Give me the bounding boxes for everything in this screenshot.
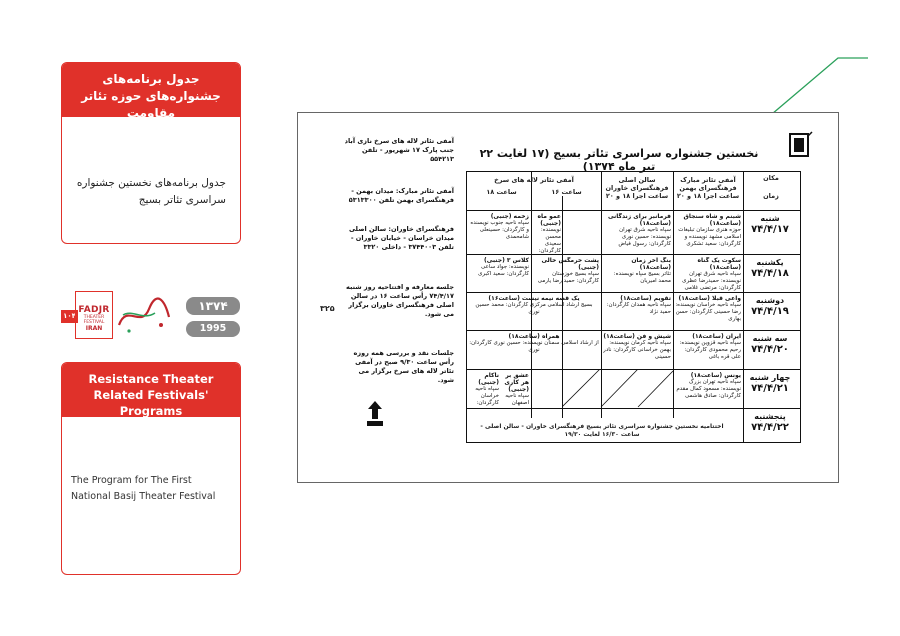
row-divider <box>467 254 800 255</box>
year-fa-pill: ۱۳۷۴ <box>186 297 240 315</box>
page-badge: ۱۰۴ <box>61 310 78 323</box>
cell <box>675 295 741 329</box>
cell-title: پشت خرمگس خالی (جنبی) <box>541 257 599 271</box>
day-name: یکشنبه <box>756 258 784 267</box>
cell-body: سپاه ناحیه تهران بزرگ نویسنده: مسعود کمال مقدم کارگردان: صادق هاشمی <box>676 379 741 399</box>
closing-ceremony: اختتامیه نخستین جشنواره سراسری تئاتر بسیج فرهنگسرای خاوران - سالن اصلی - ساعت ۱۶/۳۰ لغایت ۱۹/۳۰ <box>480 423 724 438</box>
cell-body: سپاه ناحیه همدان کارگردان: حمید نژاد <box>606 302 671 315</box>
cell-title: فرمانبر برای زندگانی (ساعت۱۸) <box>607 213 671 227</box>
cell <box>501 372 529 407</box>
venue-khavaran <box>603 176 671 200</box>
cell-title: همراه (ساعت۱۸) <box>508 333 560 340</box>
calligraphy-icon <box>115 295 173 335</box>
cell <box>469 333 599 368</box>
day-name: چهار شنبه <box>749 373 791 382</box>
day-thu <box>742 412 798 434</box>
logo-name: FADJR <box>78 305 110 315</box>
cell-body: سپاه ناحیه خراسان نویسنده: رضا حسینی کارگردان: حسن بهاری <box>675 302 741 322</box>
cell-title: بنگ آخر زمان (ساعت۱۸) <box>631 257 671 271</box>
cell-body: سپاه ناحیه اصفهان <box>505 393 529 406</box>
cell <box>469 257 529 291</box>
empty-cell-hatching <box>562 369 674 408</box>
cell <box>469 213 529 253</box>
day-name: پنجشنبه <box>754 412 786 421</box>
cell <box>469 295 599 329</box>
cell-body: سپاه ناحیه جنوب نویسنده و کارگردان: حسینعلی شامحمدی <box>470 220 529 240</box>
logo-country: IRAN <box>85 325 103 332</box>
day-date: ۷۴/۴/۱۷ <box>751 224 789 235</box>
event-note: جلسات نقد و بررسی همه روزه رأس ساعت ۹/۳۰ صبح در آمفی تئاتر لاله های سرخ برگزار می شود. <box>353 349 454 384</box>
basij-emblem-icon <box>788 128 814 164</box>
venue-laleh-time-18: ساعت ۱۸ <box>486 188 517 196</box>
cell-title: ایران (ساعت۱۸) <box>692 333 741 340</box>
cell <box>603 333 671 368</box>
cell-body: سپاه ناحیه خراسان کارگردان: <box>475 386 499 406</box>
schedule-table <box>466 171 801 443</box>
venue-laleh-time-16: ساعت ۱۶ <box>551 188 582 196</box>
venue-note: آمفی تئاتر لاله های سرخ نازی آباد جنب پارک ۱۷ شهریور - تلفن ۵۵۴۲۱۳ <box>344 137 454 163</box>
day-date: ۷۴/۴/۱۸ <box>751 268 789 279</box>
cell-body: نویسنده: جواد ساعی کارگردان: سعید اکبری <box>478 264 529 277</box>
day-sun <box>742 258 798 280</box>
cell <box>603 213 671 253</box>
logo-sub: THEATER FESTIVAL <box>83 315 105 325</box>
cell-body: حوزه هنری سازمان تبلیغات اسلامی مشهد نویسنده و کارگردان: سعید تشکری <box>678 227 741 247</box>
cell <box>675 213 741 253</box>
cell-title: کلاس ۳ (جنبی) <box>484 257 529 264</box>
cell-title: سکوت یک گناه (ساعت۱۸) <box>697 257 741 271</box>
cell-title: یونس (ساعت۱۸) <box>690 372 741 379</box>
venue-bahman-time: ساعت اجرا ۱۸ و ۲۰ <box>676 192 740 200</box>
english-panel-description: The Program for The First National Basij Theater Festival <box>71 475 216 502</box>
day-date: ۷۴/۴/۲۰ <box>751 344 789 355</box>
cell-title: عشق بر هر کاری (جنبی) <box>504 372 529 393</box>
fadjr-logo-box <box>75 291 113 339</box>
cell-title: یک قصه نیمه نیست (ساعت۱۶) <box>488 295 580 302</box>
cell <box>533 257 599 291</box>
cell-body: بسیج ارشاد اسلامی مرکزی کارگردان: محمد حسین نوری <box>475 302 593 315</box>
cell-body: سپاه ناحیه شرق تهران نویسنده: حسین نوری کارگردان: رسول فیاض <box>618 227 671 247</box>
venue-laleh-name: آمفی تئاتر لاله های سرخ <box>494 176 574 184</box>
cell-title: ناکام (جنبی) <box>478 372 499 386</box>
row-divider <box>467 210 800 211</box>
cell <box>603 257 671 291</box>
day-sat <box>742 214 798 236</box>
cell-title: واعی قبلا (ساعت۱۸) <box>678 295 741 302</box>
document-title: نخستین جشنواره سراسری تئاتر بسیج (۱۷ لغایت ۲۲ تیر ماه ۱۳۷۴) <box>479 147 759 173</box>
cell <box>675 372 741 407</box>
fadjr-festival-logo <box>61 291 173 339</box>
program-title-panel <box>61 62 241 244</box>
cell <box>533 213 561 253</box>
cell-title: زخمه (جنبی) <box>490 213 529 220</box>
basij-stamp-icon <box>364 399 386 429</box>
cell-title: شبنم و شاه سنجاق (ساعت۱۸) <box>683 213 741 227</box>
cell-body: از ارشاد اسلامی سمنان نویسنده: حسین نوری کارگردان: نوری <box>469 340 599 353</box>
scanned-program-document <box>297 112 839 483</box>
day-date: ۷۴/۴/۲۱ <box>751 383 789 394</box>
venue-note: فرهنگسرای خاوران: سالن اصلی میدان خراسان - خیابان خاوران - تلفن ۳۷۴۴۰۰۳ - داخلی ۳۳۲۰ <box>348 225 454 251</box>
cell <box>675 257 741 291</box>
panel-description-fa: جدول برنامه‌های نخستین جشنواره سراسری تئاتر بسیج <box>76 177 226 206</box>
day-tue <box>742 334 798 356</box>
venue-laleh <box>469 176 599 196</box>
row-divider <box>467 330 800 331</box>
venue-header-label: مکان <box>763 174 779 182</box>
cell <box>469 372 499 407</box>
cell-title: شیش و فن (ساعت۱۸) <box>603 333 671 340</box>
cell-title: عمو ماه (جنبی) <box>537 213 561 227</box>
cell-body: تئاتر بسیج سپاه نویسنده: محمد امیریان <box>613 271 671 284</box>
cell-body: سپاه ناحیه شرق تهران نویسنده: حمیدرضا عظری کارگردان: مرتضی غلامی <box>682 271 741 291</box>
page-number: ۳۲۵ <box>320 304 335 313</box>
row-divider <box>467 408 800 409</box>
day-mon <box>742 296 798 318</box>
english-panel-title: Resistance Theater Related Festivals' Programs <box>62 363 240 417</box>
day-name: شنبه <box>760 214 780 223</box>
year-en-pill: 1995 <box>186 321 240 337</box>
cell-body: سپاه ناحیه کرمان نویسنده: بهمن خراسانی کارگردان: نادر حسینی <box>603 340 671 360</box>
day-date: ۷۴/۴/۱۹ <box>751 306 789 317</box>
english-panel <box>61 362 241 575</box>
cell <box>603 295 671 329</box>
day-name: سه شنبه <box>752 334 788 343</box>
day-date: ۷۴/۴/۲۲ <box>751 422 789 433</box>
day-name: دوشنبه <box>755 296 785 305</box>
venue-bahman <box>675 176 741 200</box>
venue-khavaran-time: ساعت اجرا ۱۸ و ۲۰ <box>605 192 669 200</box>
cell-title: تقویم (ساعت۱۸) <box>620 295 671 302</box>
cell-body: سپاه ناحیه قزوین نویسنده: رحیم محمودی کارگردان: علی قره باغی <box>679 340 741 360</box>
venue-note: آمفی تئاتر مبارک: میدان بهمن - فرهنگسرای بهمن تلفن ۵۳۱۳۳۰۰ <box>348 187 454 204</box>
event-note: جلسه معارفه و افتتاحیه روز شنبه ۷۴/۴/۱۷ رأس ساعت ۱۶ در سالن اصلی فرهنگسرای خاوران برگزار می شود. <box>346 283 454 318</box>
row-divider <box>467 292 800 293</box>
cell-body: نویسنده: محسن سعیدی کارگردان: <box>538 227 561 253</box>
venue-khavaran-name: سالن اصلی فرهنگسرای خاوران <box>605 176 669 192</box>
panel-title-fa: جدول برنامه‌های جشنواره‌های حوزه تئاتر مقاومت <box>62 63 240 117</box>
time-header-label: زمان <box>763 192 779 200</box>
day-wed <box>742 373 798 395</box>
venue-header <box>745 174 797 200</box>
cell <box>675 333 741 368</box>
cell-body: سپاه بسیج خوزستان کارگردان: حمید رضا یارمی <box>537 271 599 284</box>
venue-bahman-name: آمفی تئاتر مبارک فرهنگسرای بهمن <box>679 176 737 192</box>
